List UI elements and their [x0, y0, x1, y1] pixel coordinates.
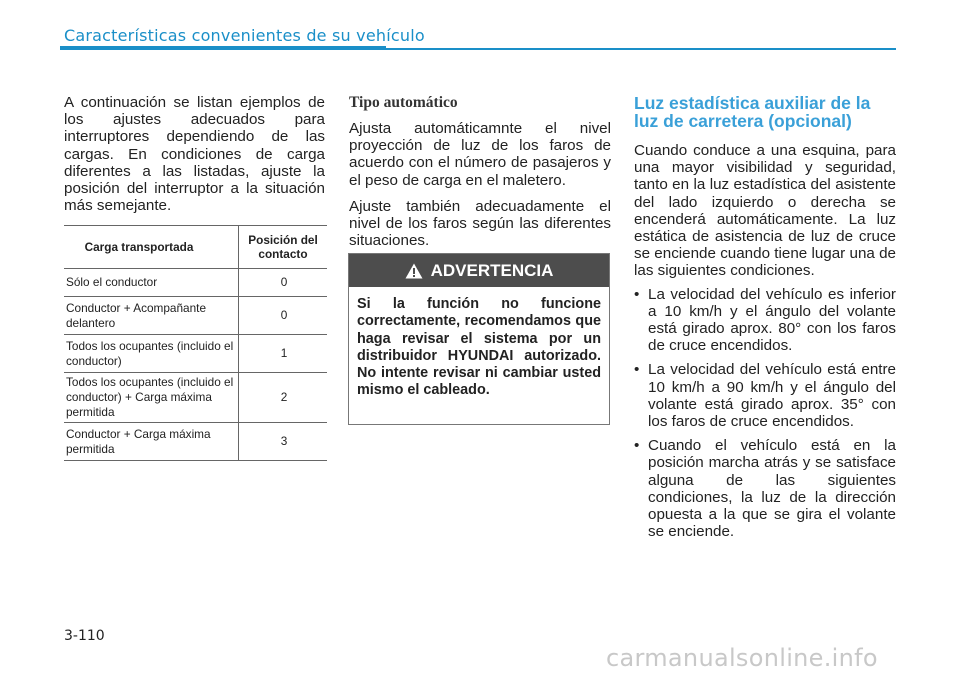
warning-text: Si la función no funcione correctamente, recomendamos que haga revisar el sistema por un distribuidor HYUNDAI autorizado. No intente revisar ni cambiar usted mismo el cableado.: [357, 296, 601, 399]
auto-level-paragraph: Ajusta automáticamnte el nivel proyección de luz de los faros de acuerdo con el número de pasajeros y el peso de carga en el maletero.: [349, 120, 611, 189]
middle-column: [349, 94, 611, 249]
table-cell-load: Conductor + Acompañante delantero: [64, 297, 239, 335]
subsection-heading: Tipo automático: [349, 94, 458, 111]
table-row: [64, 297, 327, 335]
page-number: 3-110: [64, 628, 105, 644]
table-cell-position: 3: [239, 423, 328, 461]
table-cell-position: 0: [239, 297, 328, 335]
warning-box: [348, 253, 610, 425]
left-column: [64, 94, 325, 214]
header-rule-line: [386, 48, 896, 50]
section-header-title: Características convenientes de su vehículo: [64, 26, 425, 45]
table-cell-load: Todos los ocupantes (incluido el conductor) + Carga máxima permitida: [64, 373, 239, 423]
section-title: Luz estadística auxiliar de la luz de carretera (opcional): [634, 93, 871, 131]
table-header-row: [64, 226, 327, 269]
list-item: • Cuando el vehículo está en la posición marcha atrás y se satisface alguna de las siguientes condiciones, la luz de la dirección opuesta a la que se gira el volante se enciende.: [634, 437, 896, 540]
right-column: [634, 94, 896, 547]
conditions-list: [634, 286, 896, 541]
table-cell-load: Sólo el conductor: [64, 269, 239, 297]
adjust-paragraph: Ajuste también adecuadamente el nivel de los faros según las diferentes situaciones.: [349, 197, 611, 250]
table-row: [64, 335, 327, 373]
table-cell-position: 0: [239, 269, 328, 297]
load-position-table: [64, 225, 327, 461]
list-item: • La velocidad del vehículo es inferior a 10 km/h y el ángulo del volante está girado aprox. 80° con los faros de cruce encendidos.: [634, 286, 896, 355]
static-light-intro: Cuando conduce a una esquina, para una mayor visibilidad y seguridad, tanto en la luz estadística del asistente del lado izquierdo o derecha se encenderá automáticamente. La luz estática de asistencia de luz de cruce se enciende cuando tiene lugar una de las siguientes condiciones.: [634, 142, 896, 280]
table-cell-position: 1: [239, 335, 328, 373]
warning-header: [349, 254, 609, 287]
list-item: • La velocidad del vehículo está entre 10 km/h a 90 km/h y el ángulo del volante está girado aprox. 35° con los faros de cruce encendidos.: [634, 361, 896, 430]
watermark: carmanualsonline.info: [606, 644, 878, 672]
warning-title: ADVERTENCIA: [430, 260, 554, 280]
table-row: [64, 269, 327, 297]
table-row: [64, 373, 327, 423]
table-cell-load: Todos los ocupantes (incluido el conductor): [64, 335, 239, 373]
intro-paragraph: A continuación se listan ejemplos de los ajustes adecuados para interruptores dependiendo de las cargas. En condiciones de carga diferentes a las listadas, ajuste la posición del interruptor a la situación más semejante.: [64, 94, 325, 215]
table-cell-load: Conductor + Carga máxima permitida: [64, 423, 239, 461]
table-cell-position: 2: [239, 373, 328, 423]
column-header-position: Posición del contacto: [239, 226, 328, 269]
warning-triangle-icon: [405, 263, 423, 279]
header-rule-accent: [60, 46, 386, 50]
table-row: [64, 423, 327, 461]
column-header-load: Carga transportada: [64, 226, 239, 269]
